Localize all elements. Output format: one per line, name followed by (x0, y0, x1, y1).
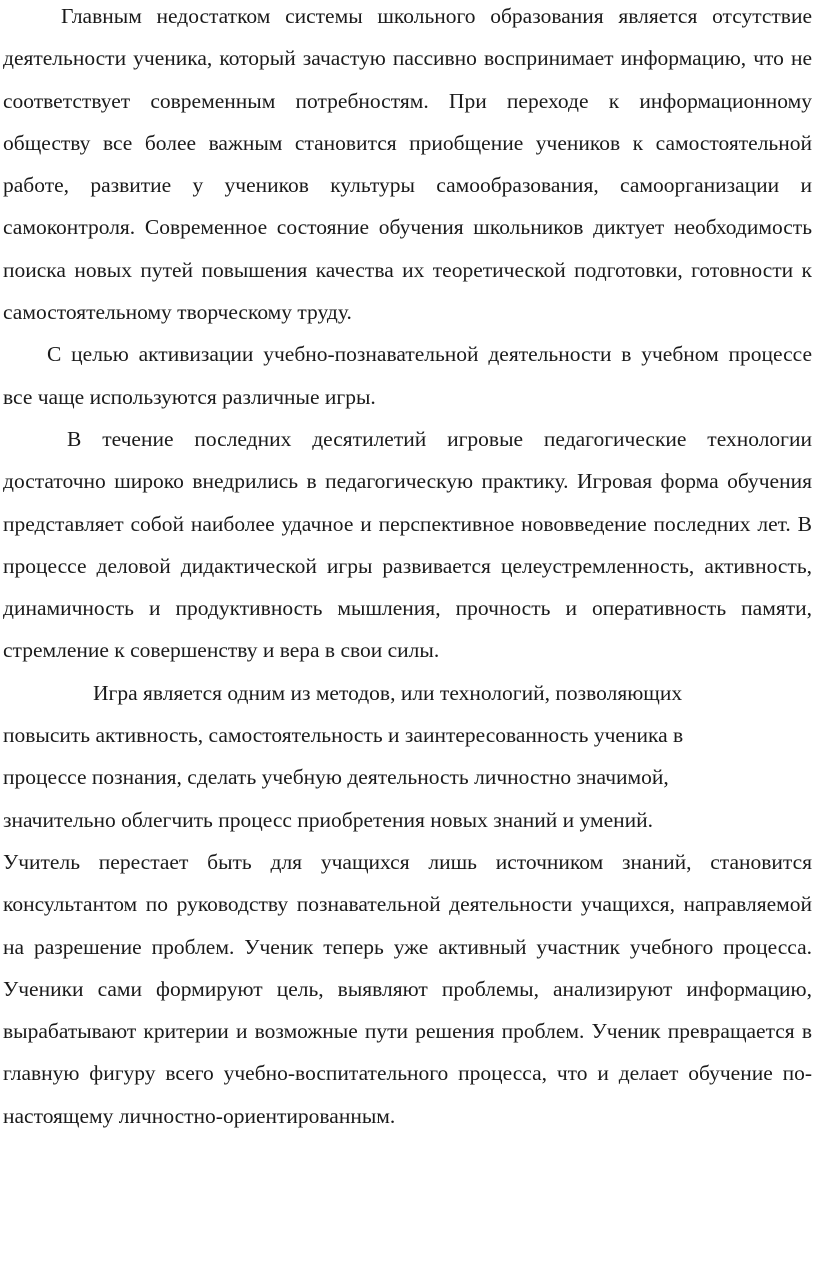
paragraph-main-disadvantage: Главным недостатком системы школьного образования является отсутствие деятельности ученика, который зачастую пассивно воспринимает информацию, что не соответствует современным потребностям. При переходе к информационному обществу все более важным становится приобщение учеников к самостоятельной работе, развитие у учеников культуры самообразования, самоорганизации и самоконтроля. Современное состояние обучения школьников диктует необходимость поиска новых путей повышения качества их теоретической подготовки, готовности к самостоятельному творческому труду. (3, 4, 812, 325)
paragraph-teacher-role: Учитель перестает быть для учащихся лишь источником знаний, становится консультантом по руководству познавательной деятельности учащихся, направляемой на разрешение проблем. Ученик теперь уже активный участник учебного процесса. Ученики сами формируют цель, выявляют проблемы, анализируют информацию, вырабатывают критерии и возможные пути решения проблем. Ученик превращается в главную фигуру всего учебно-воспитательного процесса, что и делает обучение по-настоящему личностно-ориентированным. (3, 849, 812, 1128)
paragraph-game-method-line: значительно облегчить процесс приобретения новых знаний и умений. (3, 807, 654, 832)
paragraph-game-technologies: В течение последних десятилетий игровые педагогические технологии достаточно широко внедрились в педагогическую практику. Игровая форма обучения представляет собой наиболее удачное и перспективное нововведение последних лет. В процессе деловой дидактической игры развивается целеустремленность, активность, динамичность и продуктивность мышления, прочность и оперативность памяти, стремление к совершенству и вера в свои силы. (3, 426, 812, 663)
paragraph-game-method (3, 672, 812, 841)
paragraph-game-method-line: процессе познания, сделать учебную деятельность личностно значимой, (3, 765, 669, 790)
paragraph-activation-purpose: С целью активизации учебно-познавательной деятельности в учебном процессе все чаще используются различные игры. (3, 342, 812, 409)
paragraph-game-method-line: повысить активность, самостоятельность и заинтересованность ученика в (3, 723, 684, 748)
paragraph-game-method-line: Игра является одним из методов, или технологий, позволяющих (93, 680, 683, 705)
